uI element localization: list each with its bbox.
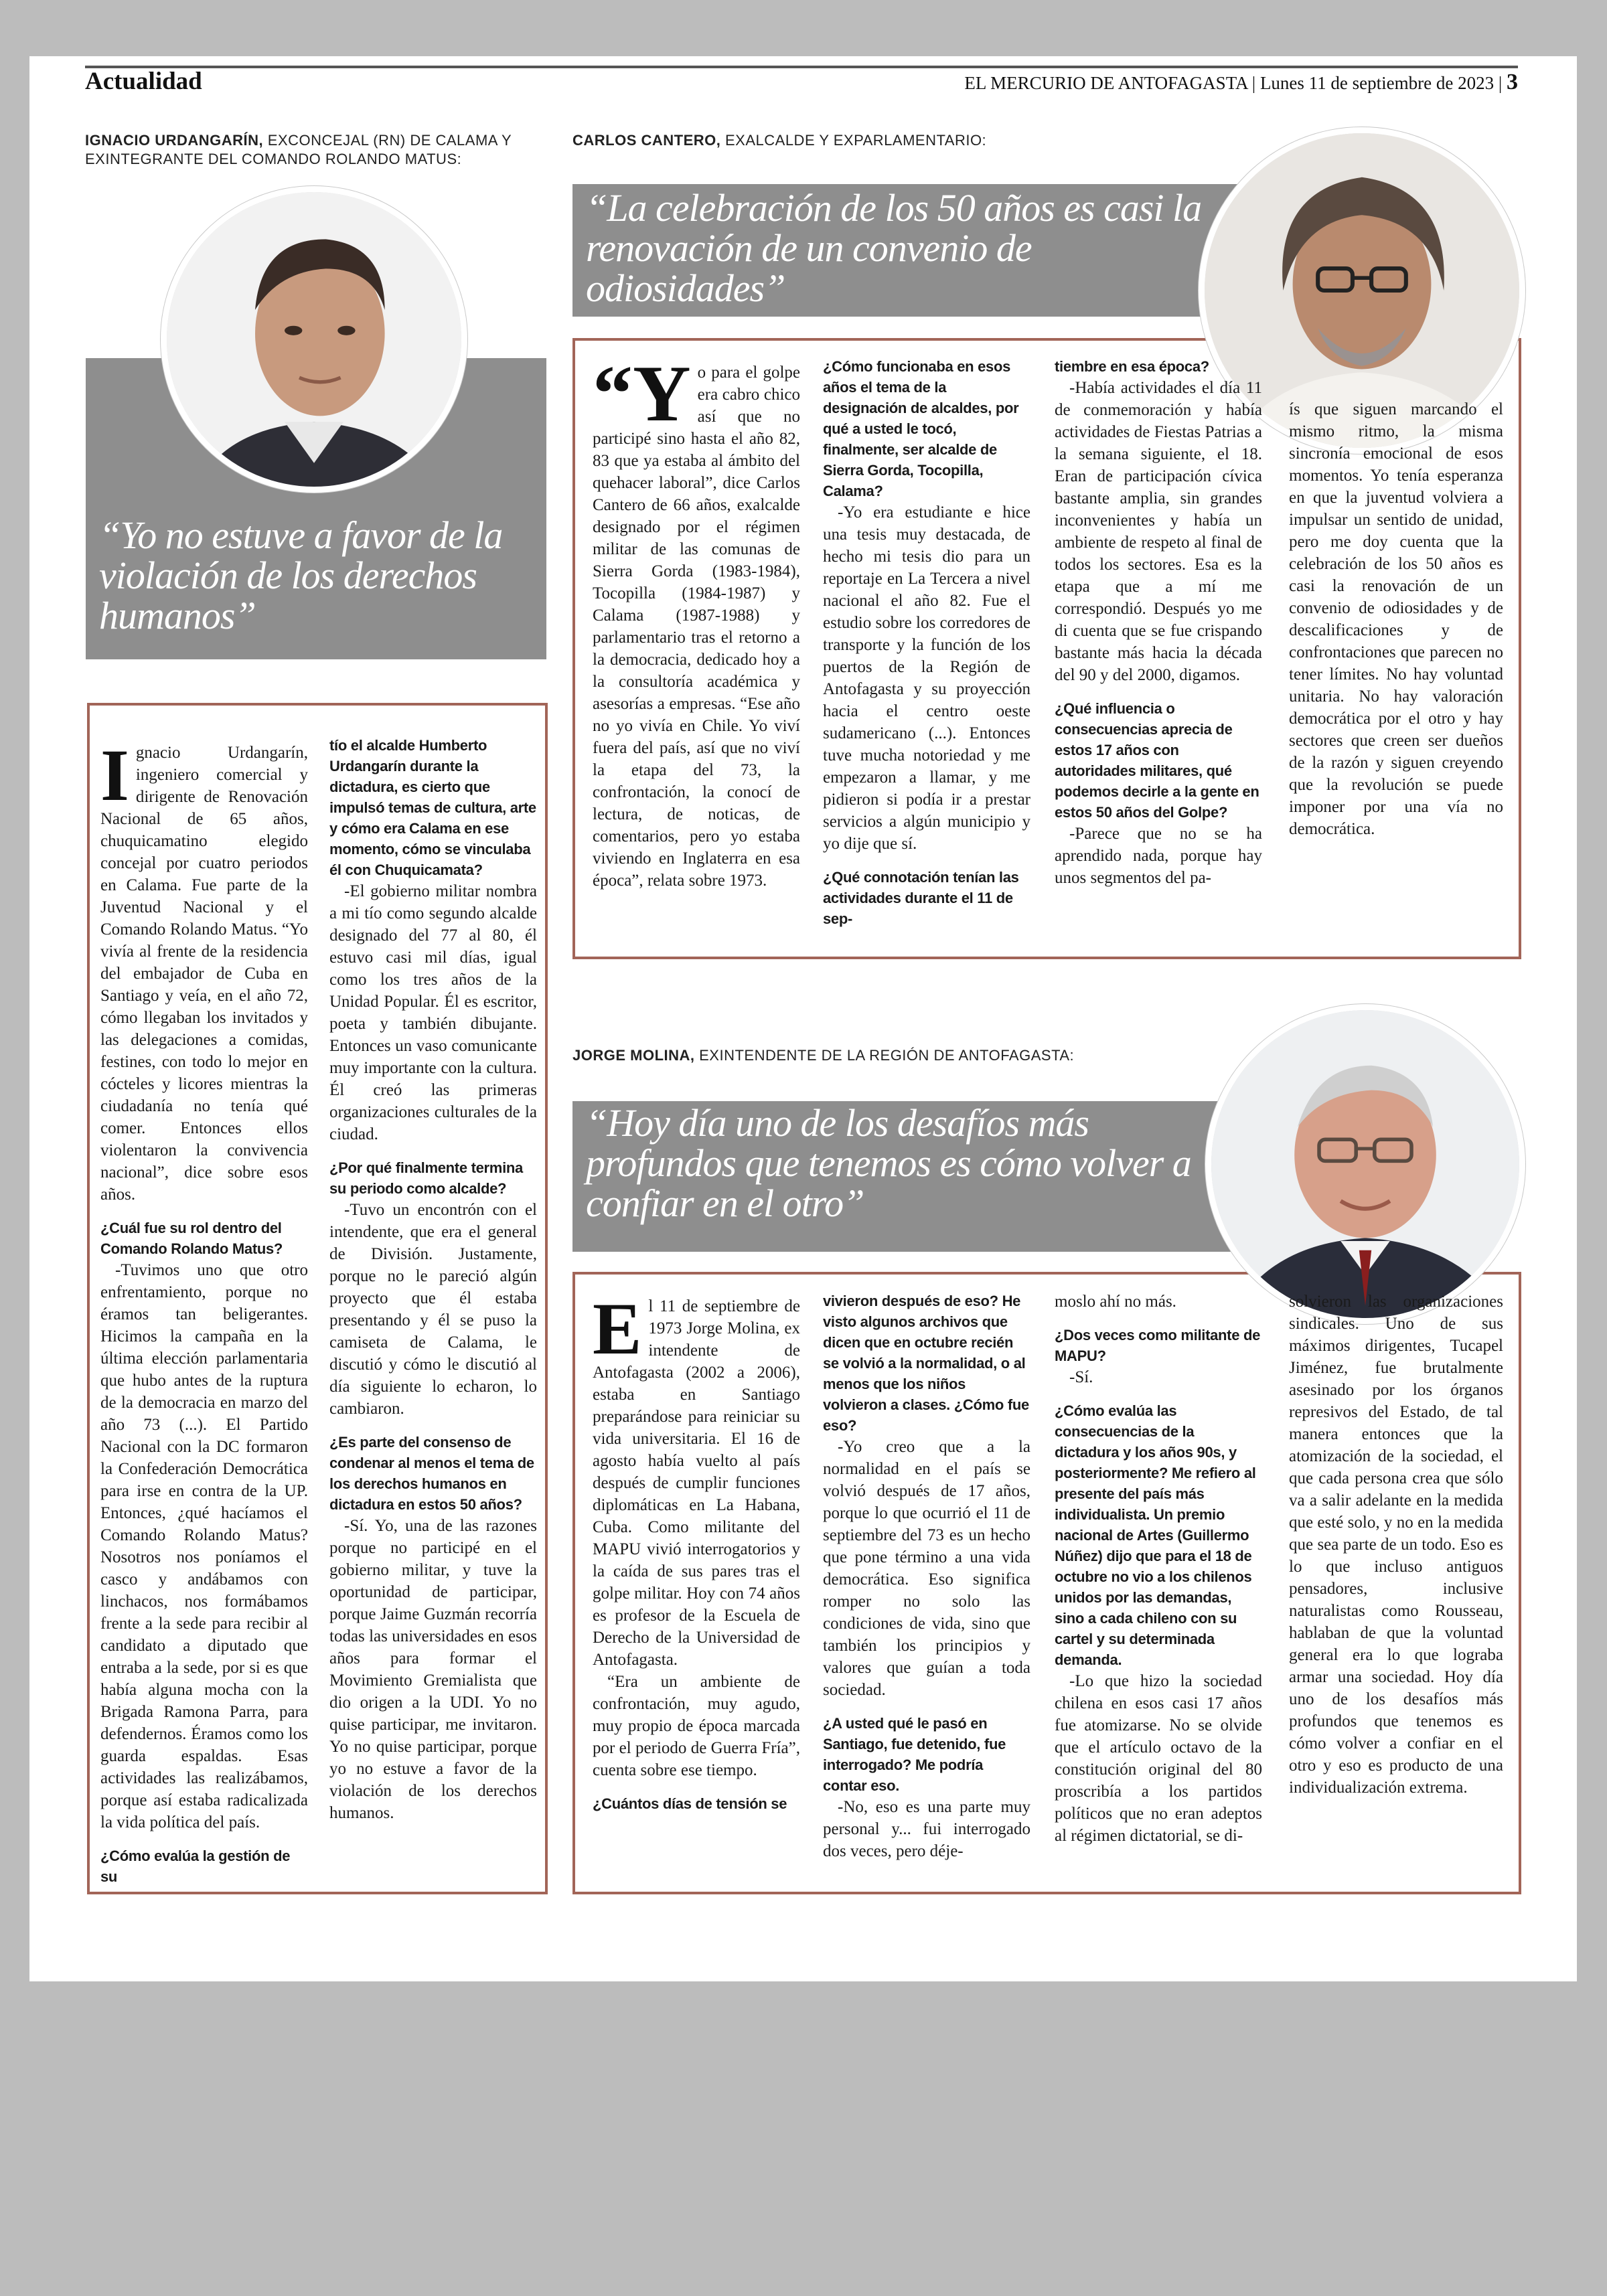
interview-answer: -Yo era estudiante e hice una tesis muy destacada, de hecho mi tesis dio para un reportaje en La Tercera a nivel nacional el año 82. Fue el estudio sobre los corredores de transporte y la función de los puertos de la Región de Antofagasta y su proyección hacia el centro oeste sudamericano (...). Entonces tuve mucha notoriedad y me empezaron a llamar, y me pidieron si podía ir a prestar servicios a algún municipio y yo dije que sí. bbox=[823, 503, 1030, 853]
interview-question: tiembre en esa época? bbox=[1055, 358, 1209, 375]
cantero-column-2 bbox=[823, 356, 1030, 929]
interview-answer: -Tuvo un encontrón con el intendente, que era el general de División. Justamente, porque no le pareció algún proyecto que él estaba presentando y él se puso la camiseta de Calama, le discutió y cómo le discutió al día siguiente lo echaron, lo cambiaron. bbox=[329, 1201, 537, 1418]
interview-question: ¿Es parte del consenso de condenar al menos el tema de los derechos humanos en dictadura en estos 50 años? bbox=[329, 1434, 534, 1513]
drop-cap: I bbox=[100, 734, 129, 816]
article-paragraph: ís que siguen marcando el mismo ritmo, la misma sincronía emocional de esos momentos. Yo tenía esperanza en que la juventud volviera a impulsar un sentido de unidad, pero me doy cuenta que la celebración de los 50 años es casi la renovación de un convenio de odiosidades y de descalificaciones y de confrontaciones que parecen no tener límites. No hay voluntad unitaria. No hay valoración democrática por el otro y hay sectores que creen ser dueños de la razón y siguen creyendo que la revolución se puede imponer por una vía no democrática. bbox=[1289, 400, 1503, 838]
drop-cap: “Y bbox=[593, 349, 691, 438]
drop-cap: E bbox=[593, 1288, 642, 1370]
cantero-kicker bbox=[572, 131, 1175, 150]
interview-question: ¿Qué connotación tenían las actividades durante el 11 de sep- bbox=[823, 869, 1019, 927]
cantero-column-4 bbox=[1289, 398, 1503, 840]
article-paragraph: o para el golpe era cabro chico así que no participé sino hasta el año 82, 83 que ya estaba al ámbito del quehacer laboral”, dice Carlos Cantero de 66 años, exalcalde designado por el régimen militar de las comunas de Sierra Gorda (1983-1984), Tocopilla (1984-1987) y Calama (1987-1988) y parlamentario tras el retorno a la democracia, dedicado hoy a la consultoría académica y asesorías a empresas. “Ese año no yo vivía en Chile. Yo viví fuera del país, así que no viví la etapa del 73, la confrontación, la conocí de lectura, de noticas, de comentarios, pero yo estaba viviendo en Inglaterra en esa época”, relata sobre 1973. bbox=[593, 363, 800, 890]
urdangarin-column-2 bbox=[329, 735, 537, 1824]
article-paragraph: moslo ahí no más. bbox=[1055, 1293, 1176, 1311]
section-title: Actualidad bbox=[85, 68, 202, 95]
interview-question: ¿Por qué finalmente termina su periodo como alcalde? bbox=[329, 1159, 523, 1197]
kicker-name: JORGE MOLINA, bbox=[572, 1047, 695, 1064]
interview-question: ¿Cómo funcionaba en esos años el tema de la designación de alcaldes, por qué a usted le tocó, finalmente, ser alcalde de Sierra Gorda, Tocopilla, Calama? bbox=[823, 358, 1019, 499]
cantero-quote-bar bbox=[572, 184, 1242, 317]
portrait-illustration bbox=[1211, 1010, 1519, 1318]
molina-kicker bbox=[572, 1046, 1175, 1065]
molina-column-4 bbox=[1289, 1291, 1503, 1799]
kicker-role: EXALCALDE Y EXPARLAMENTARIO: bbox=[720, 132, 987, 149]
molina-quote-bar bbox=[572, 1101, 1249, 1252]
kicker-name: IGNACIO URDANGARÍN, bbox=[85, 132, 264, 149]
interview-answer: -Sí. bbox=[1069, 1368, 1093, 1386]
article-paragraph: solvieron las organizaciones sindicales. Uno de sus máximos dirigentes, Tucapel Jiménez, fue brutalmente asesinado por los órganos represivos del Estado, de tal manera entonces que la atomización de la sociedad, el que cada persona crea que sólo va a salir adelante en la medida que esté solo, y no en la medida que sea parte de un todo. Eso es lo que incluso antiguos pensadores, inclusive naturalistas como Rousseau, hablaban de que la voluntad general era lo que lograba armar una sociedad. Hoy día uno de los desafíos más profundos que tenemos es cómo volver a confiar en el otro y eso es producto de una individualización extrema. bbox=[1289, 1293, 1503, 1797]
article-paragraph: l 11 de septiembre de 1973 Jorge Molina, ex intendente de Antofagasta (2002 a 2006), estaba en Santiago preparándose para reiniciar su vida universitaria. El 16 de agosto había vuelto al país después de cumplir funciones diplomáticas en La Habana, Cuba. Como militante del MAPU vivió interrogatorios y la caída de sus pares tras el golpe militar. Hoy con 74 años es profesor de la Escuela de Derecho de la Universidad de Antofagasta. bbox=[593, 1297, 800, 1669]
urdangarin-quote: “Yo no estuve a favor de la violación de los derechos humanos” bbox=[99, 513, 503, 637]
interview-question: ¿Cómo evalúa la gestión de su bbox=[100, 1848, 291, 1885]
interview-answer: “Era un ambiente de confrontación, muy agudo, muy propio de época marcada por el periodo de Guerra Fría”, cuenta sobre ese tiempo. bbox=[593, 1673, 800, 1779]
interview-answer: -Parece que no se ha aprendido nada, porque hay unos segmentos del pa- bbox=[1055, 825, 1262, 887]
interview-question: ¿Qué influencia o consecuencias aprecia de estos 17 años con autoridades militares, qué podemos decirle a la gente en estos 50 años del Golpe? bbox=[1055, 700, 1259, 821]
article-paragraph: gnacio Urdangarín, ingeniero comercial y dirigente de Renovación Nacional de 65 años, chuquicamatino elegido concejal por cuatro periodos en Calama. Fue parte de la Juventud Nacional y el Comando Rolando Matus. “Yo vivía al frente de la residencia del embajador de Cuba en Santiago y veía, en el año 72, cómo llegaban los invitados y las delegaciones a comidas, festines, con todo lo mejor en cócteles y licores mientras la ciudadanía no tenía qué comer. Entonces ellos violentaron la convivencia nacional”, dice sobre esos años. bbox=[100, 744, 308, 1204]
masthead bbox=[964, 70, 1518, 95]
interview-answer: -El gobierno militar nombra a mi tío como segundo alcalde designado del 77 al 80, él estuvo casi mil días, igual como los tres años de la Unidad Popular. Él es escritor, poeta y también dibujante. Entonces un vaso comunicante muy importante con la cultura. Él creó las primeras organizaciones culturales de la ciudad. bbox=[329, 882, 537, 1143]
interview-answer: -Lo que hizo la sociedad chilena en esos casi 17 años fue atomizarse. No se olvide que el artículo octavo de la constitución original del 80 proscribía a los partidos políticos que no eran adeptos al régimen dictatorial, se di- bbox=[1055, 1672, 1262, 1845]
interview-question: tío el alcalde Humberto Urdangarín durante la dictadura, es cierto que impulsó temas de cultura, arte y cómo era Calama en ese momento, cómo se vinculaba él con Chuquicamata? bbox=[329, 737, 536, 878]
portrait-illustration bbox=[167, 192, 461, 487]
molina-column-2 bbox=[823, 1291, 1030, 1862]
interview-answer: -Tuvimos uno que otro enfrentamiento, porque no éramos tan beligerantes. Hicimos la campaña en la última elección parlamentaria que hubo antes de la ruptura de la democracia en marzo del año 73 (...). El Partido Nacional con la DC formaron la Confederación Democrática para irse en contra de la UP. Entonces, ¿qué hacíamos el Comando Rolando Matus? Nosotros nos poníamos el casco y andábamos con linchacos, nos formábamos frente a la sede para recibir al candidato a diputado que entraba a la sede, por si es que había alguna mocha con la Brigada Ramona Parra, para defendernos. Éramos como los guarda espaldas. Esas actividades las realizábamos, porque así estaba radicalizada la vida política del país. bbox=[100, 1261, 308, 1831]
molina-quote: “Hoy día uno de los desafíos más profundos que tenemos es cómo volver a confiar en el otro” bbox=[586, 1101, 1191, 1225]
molina-column-1 bbox=[593, 1288, 800, 1814]
interview-answer: -No, eso es una parte muy personal y... fui interrogado dos veces, pero déje- bbox=[823, 1798, 1030, 1860]
interview-question: ¿Cuántos días de tensión se bbox=[593, 1795, 787, 1812]
cantero-column-1 bbox=[593, 349, 800, 892]
urdangarin-photo bbox=[161, 186, 467, 493]
interview-answer: -Había actividades el día 11 de conmemoración y había actividades de Fiestas Patrias a la semana siguiente, el 18. Eran de participación cívica bastante amplia, sin grandes inconvenientes y había un ambiente de respeto al final de todos los sectores. Esa es la etapa que a mí me correspondió. Después yo me di cuenta que se fue crispando bastante más hacia la década del 90 y del 2000, digamos. bbox=[1055, 379, 1262, 684]
header-rule bbox=[85, 66, 1518, 68]
interview-answer: -Sí. Yo, una de las razones porque no participé en el gobierno militar, y tuve la oportunidad de participar, porque Jaime Guzmán recorría todas las universidades en esos años para formar el Movimiento Gremialista que dio origen a la UDI. Yo no quise participar, me invitaron. Yo no quise participar, porque yo no estuve a favor de la violación de los derechos humanos. bbox=[329, 1517, 537, 1822]
molina-photo bbox=[1205, 1004, 1525, 1324]
interview-question: vivieron después de eso? He visto algunos archivos que dicen que en octubre recién se volvió a la normalidad, o al menos que los niños volvieron a clases. ¿Cómo fue eso? bbox=[823, 1293, 1029, 1434]
interview-question: ¿Cómo evalúa las consecuencias de la dictadura y los años 90s, y posteriormente? Me refiero al presente del país más individualista. Un premio nacional de Artes (Guillermo Núñez) dijo que para el 18 de octubre no vio a los chilenos unidos por las demandas, sino a cada chileno con su cartel y su determinada demanda. bbox=[1055, 1402, 1256, 1668]
urdangarin-kicker bbox=[85, 131, 527, 169]
page-number: 3 bbox=[1507, 70, 1518, 94]
masthead-text: EL MERCURIO DE ANTOFAGASTA | Lunes 11 de septiembre de 2023 | bbox=[964, 73, 1503, 93]
interview-question: ¿Dos veces como militante de MAPU? bbox=[1055, 1327, 1261, 1364]
kicker-role: EXCONCEJAL (RN) DE CALAMA Y EXINTEGRANTE DEL COMANDO ROLANDO MATUS: bbox=[85, 132, 512, 167]
urdangarin-column-1 bbox=[100, 734, 308, 1887]
interview-question: ¿Cuál fue su rol dentro del Comando Rolando Matus? bbox=[100, 1220, 283, 1257]
kicker-role: EXINTENDENTE DE LA REGIÓN DE ANTOFAGASTA: bbox=[694, 1047, 1075, 1064]
kicker-name: CARLOS CANTERO, bbox=[572, 132, 721, 149]
interview-answer: -Yo creo que a la normalidad en el país se volvió después de 17 años, porque lo que ocurrió el 11 de septiembre del 73 es un hecho que pone término a una vida democrática. Eso significa romper no solo las condiciones de vida, sino que también los principios y valores que guían a toda sociedad. bbox=[823, 1438, 1030, 1699]
cantero-quote: “La celebración de los 50 años es casi la renovación de un convenio de odiosidades” bbox=[586, 186, 1202, 310]
interview-question: ¿A usted qué le pasó en Santiago, fue detenido, fue interrogado? Me podría contar eso. bbox=[823, 1715, 1006, 1794]
cantero-column-3 bbox=[1055, 356, 1262, 889]
molina-column-3 bbox=[1055, 1291, 1262, 1847]
